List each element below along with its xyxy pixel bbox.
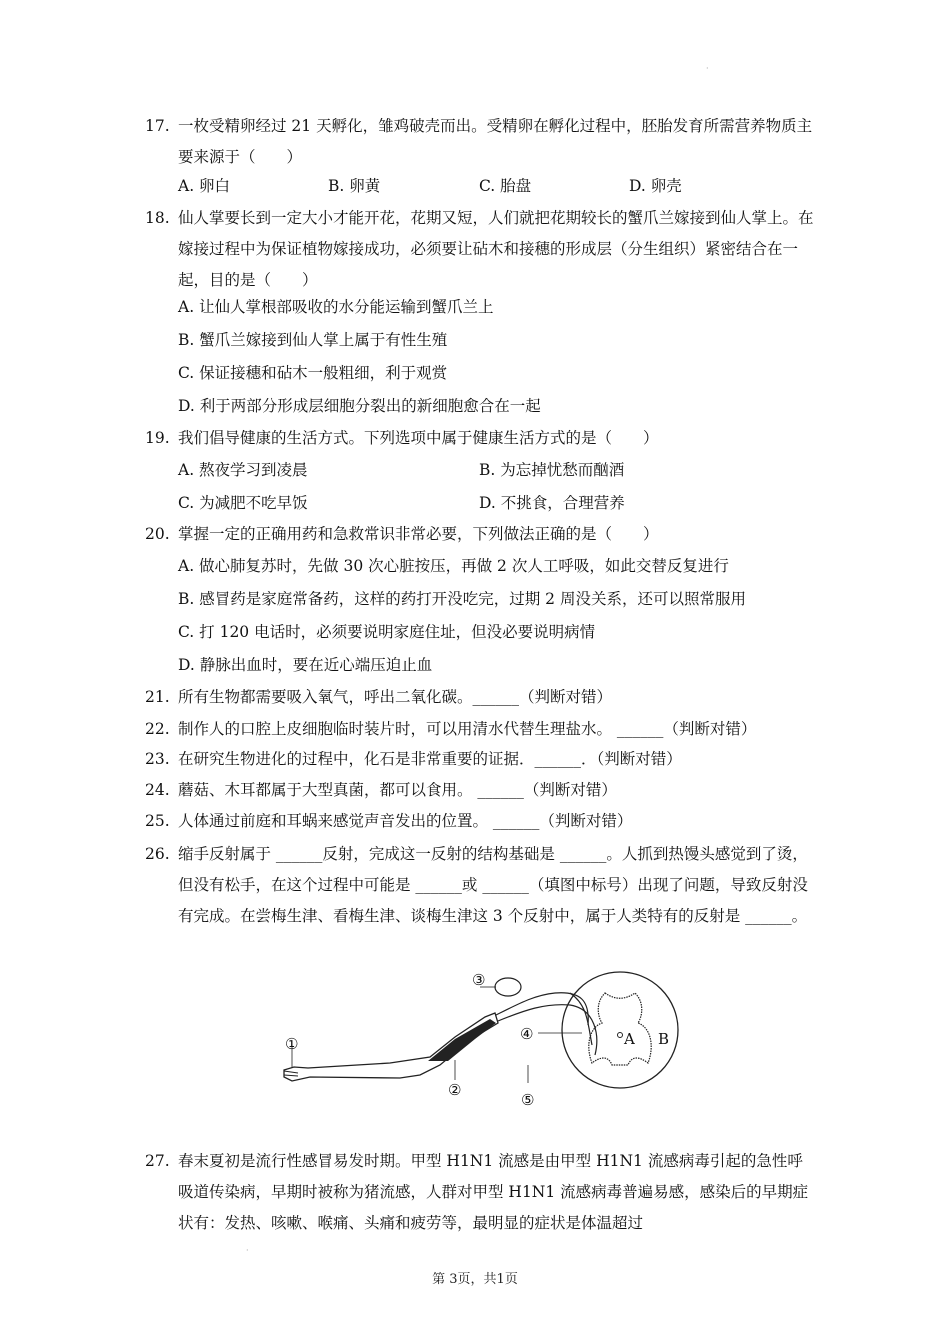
option-b[interactable]: B. 卵黄 <box>328 177 381 195</box>
question-26 <box>145 839 815 932</box>
option-b[interactable]: B. 蟹爪兰嫁接到仙人掌上属于有性生殖 <box>178 331 448 349</box>
question-19-options-row2 <box>178 488 818 518</box>
option-a[interactable]: A. 卵白 <box>178 177 231 195</box>
option-c[interactable]: C. 胎盘 <box>479 177 532 195</box>
question-18 <box>145 203 815 296</box>
scan-dot: · <box>706 64 709 73</box>
question-number: 20. <box>145 525 170 543</box>
question-text: 仙人掌要长到一定大小才能开花，花期又短，人们就把花期较长的蟹爪兰嫁接到仙人掌上。在嫁接过程中为保证植物嫁接成功，必须要让砧木和接穗的形成层（分生组织）紧密结合在一起，目的是（ ） <box>178 209 814 289</box>
receptor-circle <box>495 978 521 996</box>
option-a[interactable]: A. 让仙人掌根部吸收的水分能运输到蟹爪兰上 <box>178 298 494 316</box>
question-17-options <box>178 171 818 201</box>
question-text: 蘑菇、木耳都属于大型真菌，都可以食用。 ______（判断对错） <box>178 781 617 799</box>
question-text: 制作人的口腔上皮细胞临时装片时，可以用清水代替生理盐水。 ______（判断对错） <box>178 720 757 738</box>
option-a[interactable]: A. 做心肺复苏时，先做 30 次心脏按压，再做 2 次人工呼吸，如此交替反复进行 <box>178 557 729 575</box>
question-19 <box>145 423 815 454</box>
label-5: ⑤ <box>521 1091 535 1109</box>
arm-outline <box>284 1013 498 1081</box>
question-number: 26. <box>145 845 170 863</box>
question-23 <box>145 744 815 775</box>
label-b: B <box>658 1030 670 1048</box>
hand-fingers <box>284 1071 298 1076</box>
gray-matter <box>589 993 651 1065</box>
question-21 <box>145 682 815 713</box>
question-22 <box>145 714 815 745</box>
question-25 <box>145 806 815 837</box>
question-text: 一枚受精卵经过 21 天孵化，雏鸡破壳而出。受精卵在孵化过程中，胚胎发育所需营养物质主要来源于（ ） <box>178 117 813 166</box>
spinal-canal <box>618 1033 623 1038</box>
reflex-arc-diagram <box>270 965 690 1115</box>
label-4: ④ <box>520 1025 534 1043</box>
label-2: ② <box>448 1081 462 1099</box>
option-b[interactable]: B. 为忘掉忧愁而酗酒 <box>479 461 625 479</box>
question-number: 24. <box>145 781 170 799</box>
question-number: 23. <box>145 750 170 768</box>
question-text: 春末夏初是流行性感冒易发时期。甲型 H1N1 流感是由甲型 H1N1 流感病毒引起的急性呼吸道传染病，早期时被称为猪流感，人群对甲型 H1N1 流感病毒普遍易感，感染后的早期症状有：发热、咳嗽、喉痛、头痛和疲劳等，最明显的症状是体温超过 <box>178 1152 809 1232</box>
label-3: ③ <box>472 971 486 989</box>
page-footer: 第 3页，共1页 <box>432 1272 518 1287</box>
question-27 <box>145 1146 815 1239</box>
option-d[interactable]: D. 利于两部分形成层细胞分裂出的新细胞愈合在一起 <box>178 397 541 415</box>
question-17 <box>145 111 815 173</box>
option-b[interactable]: B. 感冒药是家庭常备药，这样的药打开没吃完，过期 2 周没关系，还可以照常服用 <box>178 590 746 608</box>
option-a[interactable]: A. 熬夜学习到凌晨 <box>178 461 308 479</box>
question-text: 我们倡导健康的生活方式。下列选项中属于健康生活方式的是（ ） <box>178 429 659 447</box>
option-c[interactable]: C. 为减肥不吃早饭 <box>178 494 308 512</box>
question-20 <box>145 519 815 550</box>
question-text: 缩手反射属于 ______反射，完成这一反射的结构基础是 ______。人抓到热馒头感觉到了烫，但没有松手，在这个过程中可能是 ______或 ______（填图中标号）出现了问题，导致反射没有完成。在尝梅生津、看梅生津、谈梅生津这 3 个反射中，属于人类特有的反射是 ______。 <box>178 845 808 925</box>
question-number: 25. <box>145 812 170 830</box>
muscle-effector <box>428 1019 496 1061</box>
option-c[interactable]: C. 保证接穗和砧木一般粗细，利于观赏 <box>178 364 448 382</box>
option-c[interactable]: C. 打 120 电话时，必须要说明家庭住址，但没必要说明病情 <box>178 623 596 641</box>
question-text: 人体通过前庭和耳蜗来感觉声音发出的位置。 ______（判断对错） <box>178 812 633 830</box>
question-text: 掌握一定的正确用药和急救常识非常必要，下列做法正确的是（ ） <box>178 525 659 543</box>
question-number: 19. <box>145 429 170 447</box>
option-d[interactable]: D. 卵壳 <box>629 177 682 195</box>
efferent-nerve <box>498 1005 597 1055</box>
question-text: 所有生物都需要吸入氧气，呼出二氧化碳。______（判断对错） <box>178 688 613 706</box>
label-1: ① <box>285 1035 299 1053</box>
question-number: 21. <box>145 688 170 706</box>
label-a: A <box>624 1030 635 1048</box>
question-number: 17. <box>145 117 170 135</box>
afferent-nerve <box>496 993 588 1025</box>
question-24 <box>145 775 815 806</box>
option-d[interactable]: D. 静脉出血时，要在近心端压迫止血 <box>178 656 433 674</box>
question-19-options-row1 <box>178 455 818 485</box>
question-number: 22. <box>145 720 170 738</box>
question-text: 在研究生物进化的过程中，化石是非常重要的证据．______．（判断对错） <box>178 750 682 768</box>
question-number: 18. <box>145 209 170 227</box>
question-number: 27. <box>145 1152 170 1170</box>
scan-dot: · <box>246 1246 249 1255</box>
option-d[interactable]: D. 不挑食，合理营养 <box>479 494 625 512</box>
